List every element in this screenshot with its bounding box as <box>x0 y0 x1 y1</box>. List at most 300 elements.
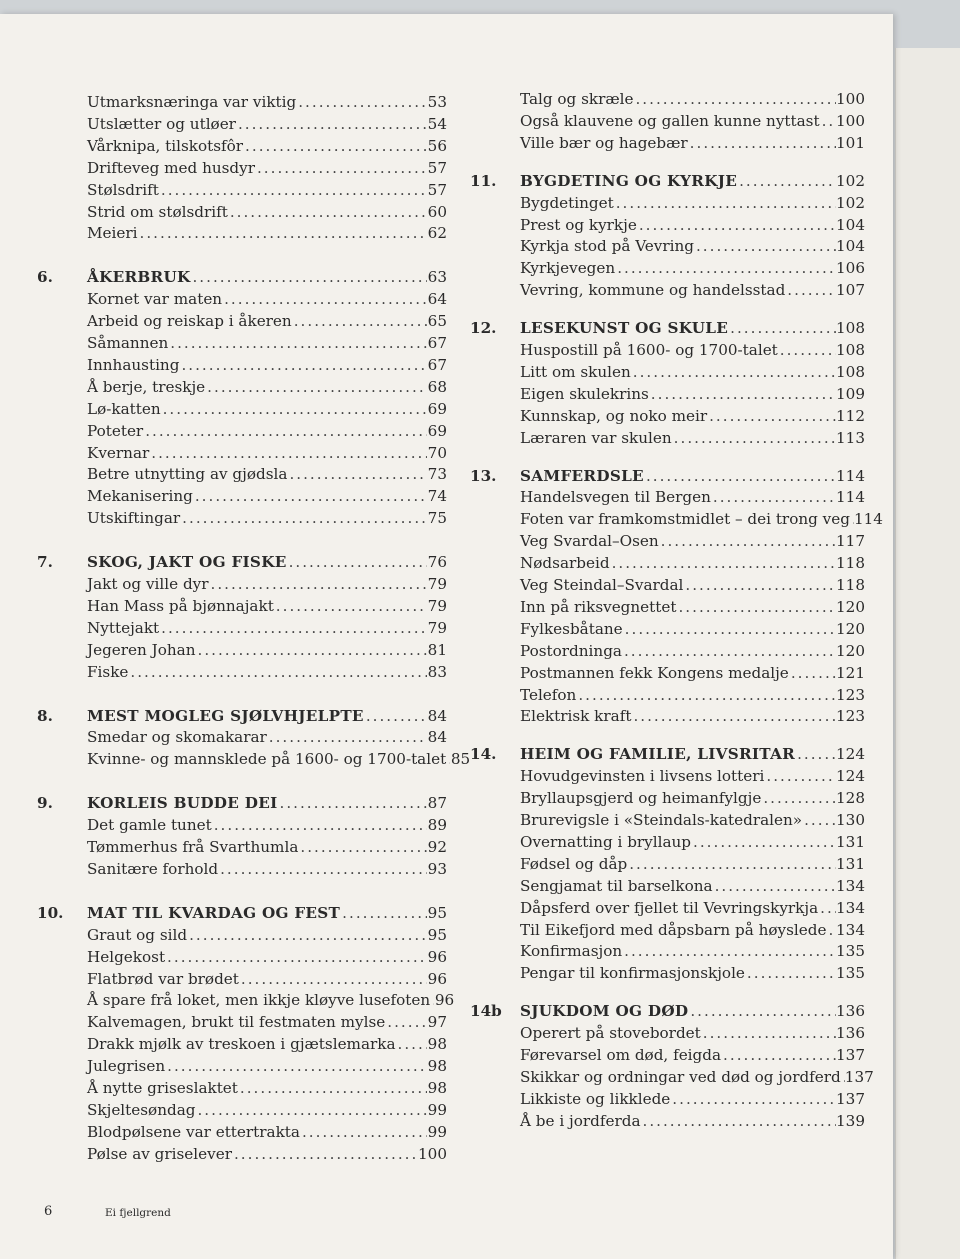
toc-entry-row <box>470 662 865 684</box>
toc-entry-row <box>37 595 447 617</box>
toc-entry-row <box>470 765 865 787</box>
entry-title: Julegrisen <box>87 1057 166 1076</box>
entry-title: Lø-katten <box>87 399 161 418</box>
entry-title: Postmannen fekk Kongens medalje <box>520 663 789 682</box>
dot-leader <box>737 170 836 192</box>
toc-entry-row <box>470 508 883 530</box>
entry-title: Meieri <box>87 224 138 243</box>
toc-entry-row <box>37 968 447 990</box>
dot-leader <box>623 618 836 640</box>
page-number: 97 <box>427 1013 447 1032</box>
chapter-number: 11. <box>470 171 497 190</box>
page-number: 100 <box>836 111 865 130</box>
toc-entry-row <box>37 463 447 485</box>
chapter-number: 9. <box>37 794 53 813</box>
page-number: 69 <box>427 399 447 418</box>
page-number: 131 <box>836 854 865 873</box>
entry-title: Prest og kyrkje <box>520 215 637 234</box>
dot-leader <box>670 1088 836 1110</box>
dot-leader <box>576 684 836 706</box>
entry-title: Nødsarbeid <box>520 554 610 573</box>
chapter-number: 10. <box>37 903 64 922</box>
entry-title: Pølse av griselever <box>87 1144 232 1163</box>
toc-entry-row <box>470 257 865 279</box>
toc-entry-row <box>470 1066 874 1088</box>
page-number: 120 <box>836 619 865 638</box>
toc-entry-row <box>37 1121 447 1143</box>
page-number: 136 <box>836 1002 865 1021</box>
toc-entry-row <box>37 1055 447 1077</box>
page-number: 121 <box>836 663 865 682</box>
dot-leader <box>721 1044 836 1066</box>
entry-title: Bryllaupsgjerd og heimanfylgje <box>520 789 762 808</box>
page-number: 123 <box>836 685 865 704</box>
toc-entry-row <box>37 113 447 135</box>
dot-leader <box>193 485 427 507</box>
page-number: 74 <box>427 487 447 506</box>
toc-entry-row <box>37 354 447 376</box>
page-number: 96 <box>427 969 447 988</box>
entry-title: Arbeid og reiskap i åkeren <box>87 312 292 331</box>
dot-leader <box>236 113 427 135</box>
chapter-title: SJUKDOM OG DØD <box>520 1002 689 1021</box>
page-number: 106 <box>836 259 865 278</box>
toc-entry-row <box>470 787 865 809</box>
toc-entry-row <box>37 726 447 748</box>
chapter-title: SKOG, JAKT OG FISKE <box>87 553 287 572</box>
page-number: 102 <box>836 193 865 212</box>
dot-leader <box>745 962 836 984</box>
page-number: 108 <box>836 319 865 338</box>
dot-leader <box>637 214 836 236</box>
toc-entry-row <box>470 1088 865 1110</box>
page-number: 75 <box>427 509 447 528</box>
entry-title: Vårknipa, tilskotsfôr <box>87 136 244 155</box>
toc-entry-row <box>37 946 447 968</box>
page-number: 87 <box>427 794 447 813</box>
dot-leader <box>614 192 836 214</box>
page-number: 96 <box>434 991 455 1010</box>
entry-title: Kvernar <box>87 443 150 462</box>
page-number: 108 <box>836 362 865 381</box>
dot-leader <box>795 743 836 765</box>
chapter-number: 6. <box>37 268 53 287</box>
toc-entry-row <box>470 596 865 618</box>
page-number: 84 <box>427 728 447 747</box>
entry-title: Poteter <box>87 421 144 440</box>
dot-leader <box>676 596 836 618</box>
chapter-number: 12. <box>470 319 497 338</box>
dot-leader <box>298 836 427 858</box>
dot-leader <box>385 1011 427 1033</box>
dot-leader <box>165 1055 427 1077</box>
page-number: 99 <box>427 1122 447 1141</box>
dot-leader <box>785 279 836 301</box>
toc-entry-row <box>470 962 865 984</box>
entry-title: Likkiste og likklede <box>520 1089 671 1108</box>
dot-leader <box>688 132 836 154</box>
dot-leader <box>820 110 836 132</box>
entry-title: Postordninga <box>520 641 622 660</box>
page-number: 96 <box>427 947 447 966</box>
dot-leader <box>364 705 427 727</box>
page-number: 118 <box>836 554 865 573</box>
page-number: 92 <box>427 838 447 856</box>
entry-title: Dåpsferd over fjellet til Vevringskyrkja <box>520 898 819 917</box>
page-number: 89 <box>427 816 447 835</box>
dot-leader <box>239 968 427 990</box>
page-number: 124 <box>836 745 865 764</box>
toc-entry-row <box>470 552 865 574</box>
entry-title: Å be i jordferda <box>520 1111 641 1130</box>
entry-title: Hovudgevinsten i livsens lotteri <box>520 767 765 786</box>
toc-entry-row <box>470 110 865 132</box>
entry-title: Kvinne- og mannsklede på 1600- og 1700-talet <box>87 750 447 769</box>
toc-chapter-row <box>470 743 865 765</box>
entry-title: Brurevigsle i «Steindals-katedralen» <box>520 811 803 829</box>
dot-leader <box>789 662 836 684</box>
entry-title: Utslætter og utløer <box>87 114 236 133</box>
entry-title: Talg og skræle <box>520 90 634 108</box>
entry-title: Kalvemagen, brukt til festmaten mylse <box>87 1013 386 1032</box>
page-number: 98 <box>427 1057 447 1076</box>
dot-leader <box>128 661 427 683</box>
dot-leader <box>764 765 836 787</box>
toc-entry-row <box>37 924 447 946</box>
entry-title: Skjeltesøndag <box>87 1100 196 1119</box>
toc-entry-row <box>37 1143 447 1165</box>
toc-entry-row <box>37 836 447 858</box>
toc-entry-row <box>37 442 447 464</box>
toc-entry-row <box>37 201 447 223</box>
dot-leader <box>340 902 427 924</box>
toc-entry-row <box>37 91 447 113</box>
page-number: 67 <box>427 334 447 352</box>
toc-entry-row <box>470 530 865 552</box>
page-number: 112 <box>836 406 865 425</box>
chapter-title: MEST MOGLEG SJØLVHJELPTE <box>87 706 364 725</box>
page-number: 100 <box>836 90 865 108</box>
chapter-number: 14b <box>470 1002 502 1021</box>
page-number: 93 <box>427 859 447 878</box>
dot-leader <box>228 201 427 223</box>
chapter-title: KORLEIS BUDDE DEI <box>87 794 278 813</box>
page-number: 134 <box>836 876 865 895</box>
page-number: 128 <box>836 789 865 808</box>
dot-leader <box>180 507 427 529</box>
toc-entry-row <box>37 573 447 595</box>
dot-leader <box>701 1022 836 1044</box>
toc-entry-row <box>37 507 447 529</box>
toc-entry-row <box>470 383 865 405</box>
page-number: 117 <box>836 532 865 551</box>
dot-leader <box>713 875 836 897</box>
dot-leader <box>610 552 836 574</box>
toc-entry-row <box>470 684 865 706</box>
toc-entry-row <box>470 875 865 897</box>
toc-entry-row <box>470 940 865 962</box>
dot-leader <box>631 361 836 383</box>
toc-entry-row <box>37 222 447 244</box>
entry-title: Sengjamat til barselkona <box>520 876 713 895</box>
page-number: 64 <box>427 290 447 309</box>
page-number: 99 <box>427 1100 447 1119</box>
page-number: 56 <box>427 136 447 155</box>
entry-title: Det gamle tunet <box>87 816 212 835</box>
dot-leader <box>243 135 427 157</box>
toc-chapter-row <box>470 1000 865 1022</box>
entry-title: Stølsdrift <box>87 180 159 199</box>
entry-title: Flatbrød var brødet <box>87 969 239 988</box>
entry-title: Overnatting i bryllaup <box>520 832 692 851</box>
entry-title: Veg Svardal–Osen <box>520 532 659 551</box>
entry-title: Vevring, kommune og handelsstad <box>520 281 786 300</box>
entry-title: Nyttejakt <box>87 618 160 637</box>
page-number: 114 <box>853 510 883 529</box>
toc-entry-row <box>470 919 865 941</box>
entry-title: Huspostill på 1600- og 1700-talet <box>520 341 778 359</box>
dot-leader <box>255 157 427 179</box>
page-number: 54 <box>427 114 447 133</box>
dot-leader <box>274 595 427 617</box>
page-number: 98 <box>427 1035 447 1054</box>
dot-leader <box>711 486 836 508</box>
entry-title: Jegeren Johan <box>87 640 196 659</box>
entry-title: Betre utnytting av gjødsla <box>87 465 288 484</box>
dot-leader <box>159 179 427 201</box>
chapter-title: HEIM OG FAMILIE, LIVSRITAR <box>520 745 796 764</box>
page-number: 79 <box>427 575 447 593</box>
page-number: 65 <box>427 312 447 331</box>
chapter-title: BYGDETING OG KYRKJE <box>520 171 738 190</box>
toc-entry-row <box>470 132 865 154</box>
entry-title: Såmannen <box>87 334 169 352</box>
chapter-number: 13. <box>470 466 497 485</box>
toc-entry-row <box>37 310 447 332</box>
toc-entry-row <box>37 1011 447 1033</box>
dot-leader <box>161 398 427 420</box>
page-number: 113 <box>836 428 865 447</box>
dot-leader <box>707 405 836 427</box>
page-number: 62 <box>427 224 447 243</box>
entry-title: Pengar til konfirmasjonskjole <box>520 964 745 983</box>
entry-title: Eigen skulekrins <box>520 384 649 403</box>
entry-title: Fiske <box>87 662 129 681</box>
entry-title: Telefon <box>520 685 577 704</box>
toc-chapter-row <box>37 902 447 924</box>
dot-leader <box>802 809 836 831</box>
page-number: 76 <box>427 553 447 572</box>
page-number: 134 <box>836 898 865 917</box>
toc-entry-row <box>470 618 865 640</box>
entry-title: Førevarsel om død, feigda <box>520 1046 722 1064</box>
dot-leader <box>826 919 836 941</box>
toc-entry-row <box>470 427 865 449</box>
toc-chapter-row <box>470 170 865 192</box>
entry-title: Foten var framkomstmidlet – dei trong veg <box>520 510 850 529</box>
toc-entry-row <box>37 332 447 354</box>
dot-leader <box>633 88 836 110</box>
page-number: 69 <box>427 421 447 440</box>
chapter-title: ÅKERBRUK <box>87 268 191 287</box>
dot-leader <box>196 639 428 661</box>
entry-title: Fylkesbåtane <box>520 619 623 638</box>
footer-page-number: 6 <box>44 1204 53 1219</box>
toc-entry-row <box>37 1033 447 1055</box>
entry-title: Drifteveg med husdyr <box>87 158 255 177</box>
toc-chapter-row <box>37 705 447 727</box>
toc-entry-row <box>470 214 865 236</box>
entry-title: Smedar og skomakarar <box>87 728 267 747</box>
page-number: 136 <box>836 1024 865 1043</box>
toc-entry-row <box>37 1077 447 1099</box>
entry-title: Utmarksnæringa var viktig <box>87 93 297 111</box>
toc-entry-row <box>470 705 865 727</box>
toc-entry-row <box>37 639 447 661</box>
page-number: 124 <box>836 767 865 786</box>
page-number: 57 <box>427 180 447 199</box>
entry-title: Fødsel og dåp <box>520 854 628 873</box>
page-number: 114 <box>836 466 865 485</box>
entry-title: Konfirmasjon <box>520 942 623 961</box>
entry-title: Skikkar og ordningar ved død og jordferd <box>520 1067 841 1086</box>
chapter-title: SAMFERDSLE <box>520 466 644 485</box>
toc-page <box>0 14 893 1259</box>
entry-title: Å spare frå loket, men ikkje kløyve lusefoten <box>87 991 431 1010</box>
page-number: 85 <box>450 750 471 769</box>
entry-title: Til Eikefjord med dåpsbarn på høyslede <box>520 920 827 939</box>
entry-title: Inn på riksvegnettet <box>520 597 677 616</box>
entry-title: Handelsvegen til Bergen <box>520 488 711 507</box>
toc-entry-row <box>37 485 447 507</box>
chapter-title: MAT TIL KVARDAG OG FEST <box>87 903 341 922</box>
dot-leader <box>396 1033 427 1055</box>
entry-title: Kyrkjevegen <box>520 259 616 278</box>
page-number: 63 <box>427 268 447 287</box>
toc-entry-row <box>470 1110 865 1132</box>
dot-leader <box>778 339 836 361</box>
page-number: 134 <box>836 920 865 939</box>
dot-leader <box>691 831 836 853</box>
page-number: 109 <box>836 384 865 403</box>
entry-title: Han Mass på bjønnajakt <box>87 596 274 615</box>
entry-title: Tømmerhus frå Svarthumla <box>87 838 299 856</box>
chapter-number: 7. <box>37 553 53 572</box>
page-number: 101 <box>836 133 865 152</box>
dot-leader <box>818 897 836 919</box>
dot-leader <box>159 617 427 639</box>
toc-entry-row <box>470 192 865 214</box>
toc-entry-row <box>470 339 865 361</box>
dot-leader <box>292 310 427 332</box>
toc-entry-row <box>470 486 865 508</box>
toc-entry-row <box>470 853 865 875</box>
page-number: 108 <box>836 341 865 359</box>
toc-entry-row <box>470 897 865 919</box>
toc-entry-row <box>37 661 447 683</box>
page-number: 73 <box>427 465 447 484</box>
dot-leader <box>631 705 836 727</box>
toc-entry-row <box>470 88 865 110</box>
page-number: 137 <box>844 1067 874 1086</box>
page-number: 139 <box>836 1111 865 1130</box>
entry-title: Også klauvene og gallen kunne nyttast <box>520 111 820 130</box>
page-number: 70 <box>427 443 447 462</box>
footer-book-title: Ei fjellgrend <box>105 1207 171 1219</box>
dot-leader <box>165 946 427 968</box>
page-number: 135 <box>836 964 865 983</box>
page-number: 81 <box>427 640 447 659</box>
page-number: 60 <box>427 202 447 221</box>
dot-leader <box>187 924 427 946</box>
toc-entry-row <box>37 617 447 639</box>
dot-leader <box>622 640 836 662</box>
dot-leader <box>688 1000 836 1022</box>
entry-title: Jakt og ville dyr <box>87 575 209 593</box>
entry-title: Å berje, treskje <box>87 377 206 396</box>
page-number: 95 <box>427 903 447 922</box>
toc-entry-row <box>470 279 865 301</box>
page-number: 98 <box>427 1079 447 1097</box>
dot-leader <box>267 726 427 748</box>
page-number: 114 <box>836 488 865 507</box>
toc-chapter-row <box>470 317 865 339</box>
dot-leader <box>205 376 427 398</box>
entry-title: Litt om skulen <box>520 362 631 381</box>
toc-entry-row <box>470 831 865 853</box>
dot-leader <box>179 354 427 376</box>
entry-title: Utskiftingar <box>87 509 181 528</box>
dot-leader <box>218 858 427 880</box>
dot-leader <box>212 814 427 836</box>
dot-leader <box>672 427 836 449</box>
toc-entry-row <box>37 1099 447 1121</box>
page-number: 68 <box>427 377 447 396</box>
toc-entry-row <box>37 135 447 157</box>
page-number: 104 <box>836 237 865 256</box>
entry-title: Innhausting <box>87 355 180 374</box>
facing-page-edge <box>895 48 960 1259</box>
entry-title: Sanitære forhold <box>87 859 219 878</box>
page-number: 123 <box>836 707 865 726</box>
entry-title: Kunnskap, og noko meir <box>520 406 708 425</box>
toc-entry-row <box>37 179 447 201</box>
dot-leader <box>622 940 836 962</box>
dot-leader <box>238 1077 427 1099</box>
toc-entry-row <box>470 640 865 662</box>
toc-entry-row <box>470 361 865 383</box>
dot-leader <box>149 442 427 464</box>
entry-title: Drakk mjølk av treskoen i gjætslemarka <box>87 1035 396 1054</box>
toc-entry-row <box>470 574 865 596</box>
toc-chapter-row <box>37 266 447 288</box>
toc-chapter-row <box>37 551 447 573</box>
page-number: 79 <box>427 618 447 637</box>
dot-leader <box>287 463 427 485</box>
dot-leader <box>232 1143 418 1165</box>
toc-entry-row <box>470 809 865 831</box>
toc-entry-row <box>37 989 455 1011</box>
toc-entry-row <box>37 420 447 442</box>
page-number: 118 <box>836 576 865 594</box>
dot-leader <box>761 787 836 809</box>
toc-entry-row <box>470 1044 865 1066</box>
dot-leader <box>195 1099 427 1121</box>
dot-leader <box>644 465 836 487</box>
dot-leader <box>659 530 836 552</box>
toc-entry-row <box>37 814 447 836</box>
dot-leader <box>627 853 836 875</box>
